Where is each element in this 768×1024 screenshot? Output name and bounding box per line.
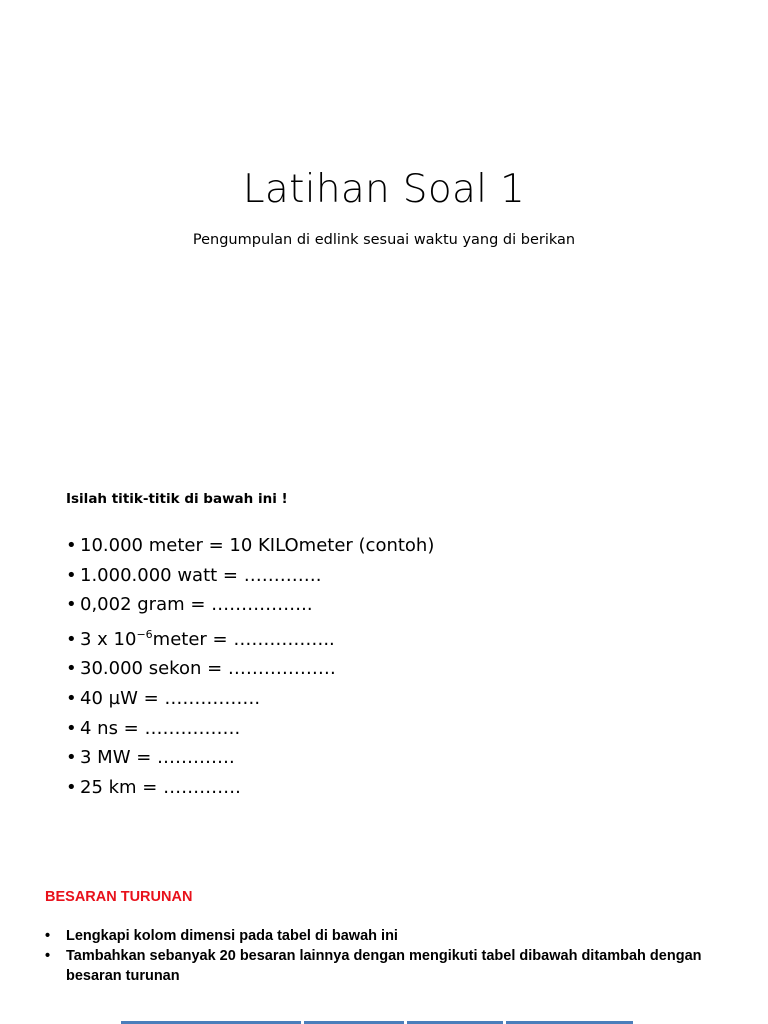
task-item: • Lengkapi kolom dimensi pada tabel di bawah ini bbox=[45, 928, 398, 944]
bullet-icon: • bbox=[66, 658, 77, 680]
exercise-item: • 1.000.000 watt = …………. bbox=[66, 561, 434, 591]
task-item: • Tambahkan sebanyak 20 besaran lainnya dengan mengikuti tabel dibawah ditambah dengan besaran turunan bbox=[45, 948, 702, 984]
bullet-icon: • bbox=[66, 747, 77, 769]
exercise-list bbox=[66, 531, 434, 802]
page-subtitle: Pengumpulan di edlink sesuai waktu yang di berikan bbox=[192, 232, 576, 248]
bullet-icon: • bbox=[45, 928, 51, 944]
exercise-item: • 30.000 sekon = ……………… bbox=[66, 654, 434, 684]
bullet-icon: • bbox=[66, 776, 77, 798]
exercise-item: • 4 ns = ……………. bbox=[66, 714, 434, 744]
bullet-icon: • bbox=[66, 564, 77, 586]
bullet-icon: • bbox=[45, 948, 51, 964]
exercise-item: • 3 MW = …………. bbox=[66, 743, 434, 773]
bullet-icon: • bbox=[66, 535, 77, 556]
exponent: −6 bbox=[136, 627, 153, 641]
exercise-item: • 0,002 gram = …………….. bbox=[66, 590, 434, 620]
exercise-item: • 25 km = …………. bbox=[66, 773, 434, 803]
section-heading: BESARAN TURUNAN bbox=[45, 889, 193, 905]
bullet-icon: • bbox=[66, 628, 77, 650]
bullet-icon: • bbox=[66, 594, 77, 616]
exercise-item: • 10.000 meter = 10 KILOmeter (contoh) bbox=[66, 531, 434, 561]
page-title: Latihan Soal 1 bbox=[242, 167, 526, 212]
task-list bbox=[45, 926, 735, 986]
bullet-icon: • bbox=[66, 687, 77, 709]
exercise-item: • 40 µW = ……………. bbox=[66, 684, 434, 714]
exercise-instruction: Isilah titik-titik di bawah ini ! bbox=[66, 491, 288, 507]
bullet-icon: • bbox=[66, 717, 77, 739]
exercise-item: • 3 x $10^{-6}meter$ = …………….. bbox=[66, 620, 434, 655]
